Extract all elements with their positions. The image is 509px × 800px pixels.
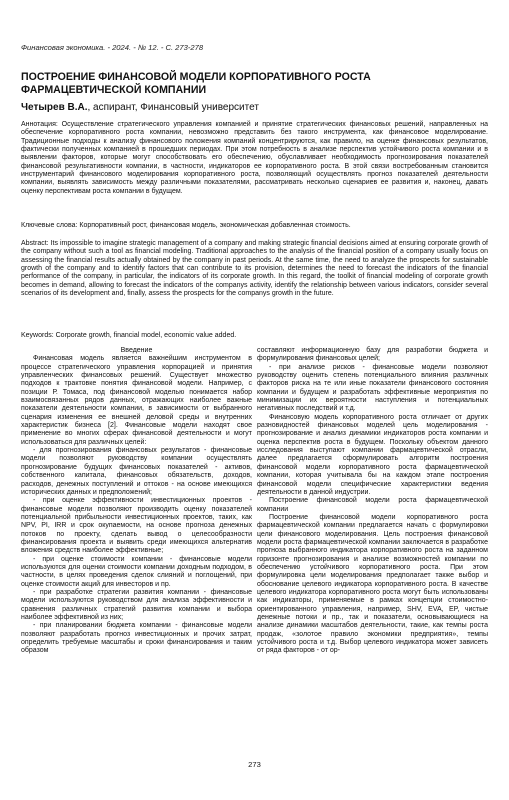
list-item: - при оценке стоимости компании - финансовые модели используются для оценки стоимости компании доходным подходом, в частности, в целях проведения сделок слияний и поглощений, при оценке стоимости акций для инвесторов и пр.: [21, 555, 252, 588]
body-column-left: [21, 347, 252, 656]
list-item: - при разработке стратегии развития компании - финансовые модели используются руководством для анализа эффективности и сравнения различных стратегий развития компании и выбора наиболее эффективной из них;: [21, 588, 252, 621]
annotation-ru: Аннотация: Осуществление стратегического управления компанией и принятие стратегических финансовых решений, направленных на обеспечение корпоративного роста компании, невозможно представить без такого инструмента, как финансовое моделирование. Традиционные подходы к анализу финансового положения компаний концентрируются, как правило, на оценке финансовых результатов, фактически полученных компанией в прошедших периодах. При этом потребность в анализе перспектив устойчивого роста компании и в выявлении факторов, которые могут способствовать его обеспечению, обуславливает необходимость прогнозирования показателей финансовой результативности компании, в частности, индикаторов ее корпоративного роста. В этой связи востребованным становится инструментарий финансового моделирования корпоративного роста, позволяющий осуществлять прогноз показателей деятельности компании, выявлять зависимость между различными показателями, рассматривать несколько сценариев ее развития и, наконец, давать оценку перспективам роста компании в будущем.: [21, 121, 488, 195]
list-item: - при оценке эффективности инвестиционных проектов - финансовые модели позволяют производить оценку показателей потенциальной прибыльности инвестиционных проектов, таких, как NPV, PI, IRR и срок окупаемости, на основе прогноза денежных потоков по проекту, сделать вывод о целесообразности финансирования проекта и выявить среди имеющихся альтернатив вложения средств наиболее эффективные;: [21, 497, 252, 555]
paragraph: Финансовая модель является важнейшим инструментом в процессе стратегического управления корпорацией и принятия управленческих финансовых решений. Существует множество подходов к трактовке понятия финансовой модели. Например, с позиции Р. Томаса, под финансовой моделью понимается набор взаимосвязанных рядов данных, отражающих наиболее важные показатели деятельности компании, в зависимости от выбранного сценария изменения ее внешней деловой среды и внутренних характеристик бизнеса [2]. Финансовые модели находят свое применение во многих сферах финансовой деятельности и могут использоваться для различных целей:: [21, 355, 252, 446]
keywords-en: Keywords: Corporate growth, financial model, economic value added.: [21, 332, 237, 339]
paragraph: составляют информационную базу для разработки бюджета и формулирования финансовых целей;: [257, 347, 488, 363]
section-heading: Построение финансовой модели роста фармацевтической компании: [257, 497, 488, 513]
paragraph: Построение финансовой модели корпоративного роста фармацевтической компании предлагается начать с формулировки цели финансового моделирования. Цель построения финансовой модели роста фармацевтической компании заключается в разработке прогноза выбранного индикатора корпоративного роста на заданном горизонте прогнозирования и анализе возможностей компании по обеспечению устойчивого корпоративного роста. При этом формулировка цели моделирования предполагает также выбор и обоснование целевого индикатора корпоративного роста. В качестве целевого индикатора корпоративного роста могут быть использованы как индикаторы, применяемые в рамках концепции стоимостно-ориентированного управления, например, SHV, EVA, EP, чистые денежные потоки и пр., так и показатели, основывающиеся на анализе динамики масштабов деятельности, такие, как темпы роста продаж, «золотое правило экономики предприятия», темпы устойчивого роста и т.д. Выбор целевого индикатора может зависеть от ряда факторов - от ор-: [257, 513, 488, 655]
article-title: ПОСТРОЕНИЕ ФИНАНСОВОЙ МОДЕЛИ КОРПОРАТИВНОГО РОСТА ФАРМАЦЕВТИЧЕСКОЙ КОМПАНИИ: [21, 71, 371, 96]
page-number: 273: [248, 760, 261, 769]
body-column-right: [257, 347, 488, 656]
author-name: Четырев В.А.: [21, 102, 88, 113]
list-item: - для прогнозирования финансовых результатов - финансовые модели позволяют руководству компании осуществлять прогнозирование будущих финансовых показателей - активов, собственного капитала, финансовых обязательств, доходов, расходов, денежных поступлений и оттоков - на основе имеющихся исторических данных и предположений;: [21, 447, 252, 496]
paragraph: Финансовую модель корпоративного роста отличает от других разновидностей финансовых моделей цель моделирования - прогнозирование и анализ динамики индикаторов роста компании и оценка перспектив роста в будущем. Поскольку объектом данного исследования выступают компании фармацевтической отрасли, далее предлагается сформулировать алгоритм построения финансовой модели корпоративного роста фармацевтической компании, которая учитывала бы на каждом этапе построения финансовой модели специфические характеристики ведения деятельности в данной индустрии.: [257, 413, 488, 496]
abstract-en: Abstract: Its impossible to imagine strategic management of a company and making strategic financial decisions aimed at ensuring corporate growth of the company without such a tool as financial modeling. Traditional approaches to the analysis of the financial position of a company usually focus on assessing the financial results actually obtained by the company in past periods. At the same time, the need to analyze the prospects for sustainable growth of the company and to identify factors that can contribute to its provision, determines the need to forecast the indicators of the financial performance of the company, in particular, the indicators of its corporate growth. In this regard, the toolkit of financial modeling of corporate growth becomes in demand, allowing to forecast the indicators of the companys activity, identify the relationship between various indicators, consider several scenarios of its development and, finally, assess the prospects for the companys growth in the future.: [21, 240, 488, 298]
author-affiliation: , аспирант, Финансовый университет: [87, 102, 259, 113]
author-line: [21, 102, 259, 113]
list-item: - при анализе рисков - финансовые модели позволяют руководству оценить степень потенциального влияния различных факторов риска на те или иные показатели финансового состояния компании и будущем и разработать эффективные мероприятия по минимизации их вероятности наступления и потенциальных негативных последствий и т.д.: [257, 363, 488, 413]
list-item: - при планировании бюджета компании - финансовые модели позволяют разработать прогноз инвестиционных и прочих затрат, определить требуемые масштабы и сроки финансирования и таким образом: [21, 622, 252, 655]
keywords-ru: Ключевые слова: Корпоративный рост, финансовая модель, экономическая добавленная стоимость.: [21, 222, 351, 229]
section-heading-intro: Введение: [120, 347, 153, 354]
journal-reference: Финансовая экономика. - 2024. - № 12. - С. 273-278: [21, 43, 204, 52]
